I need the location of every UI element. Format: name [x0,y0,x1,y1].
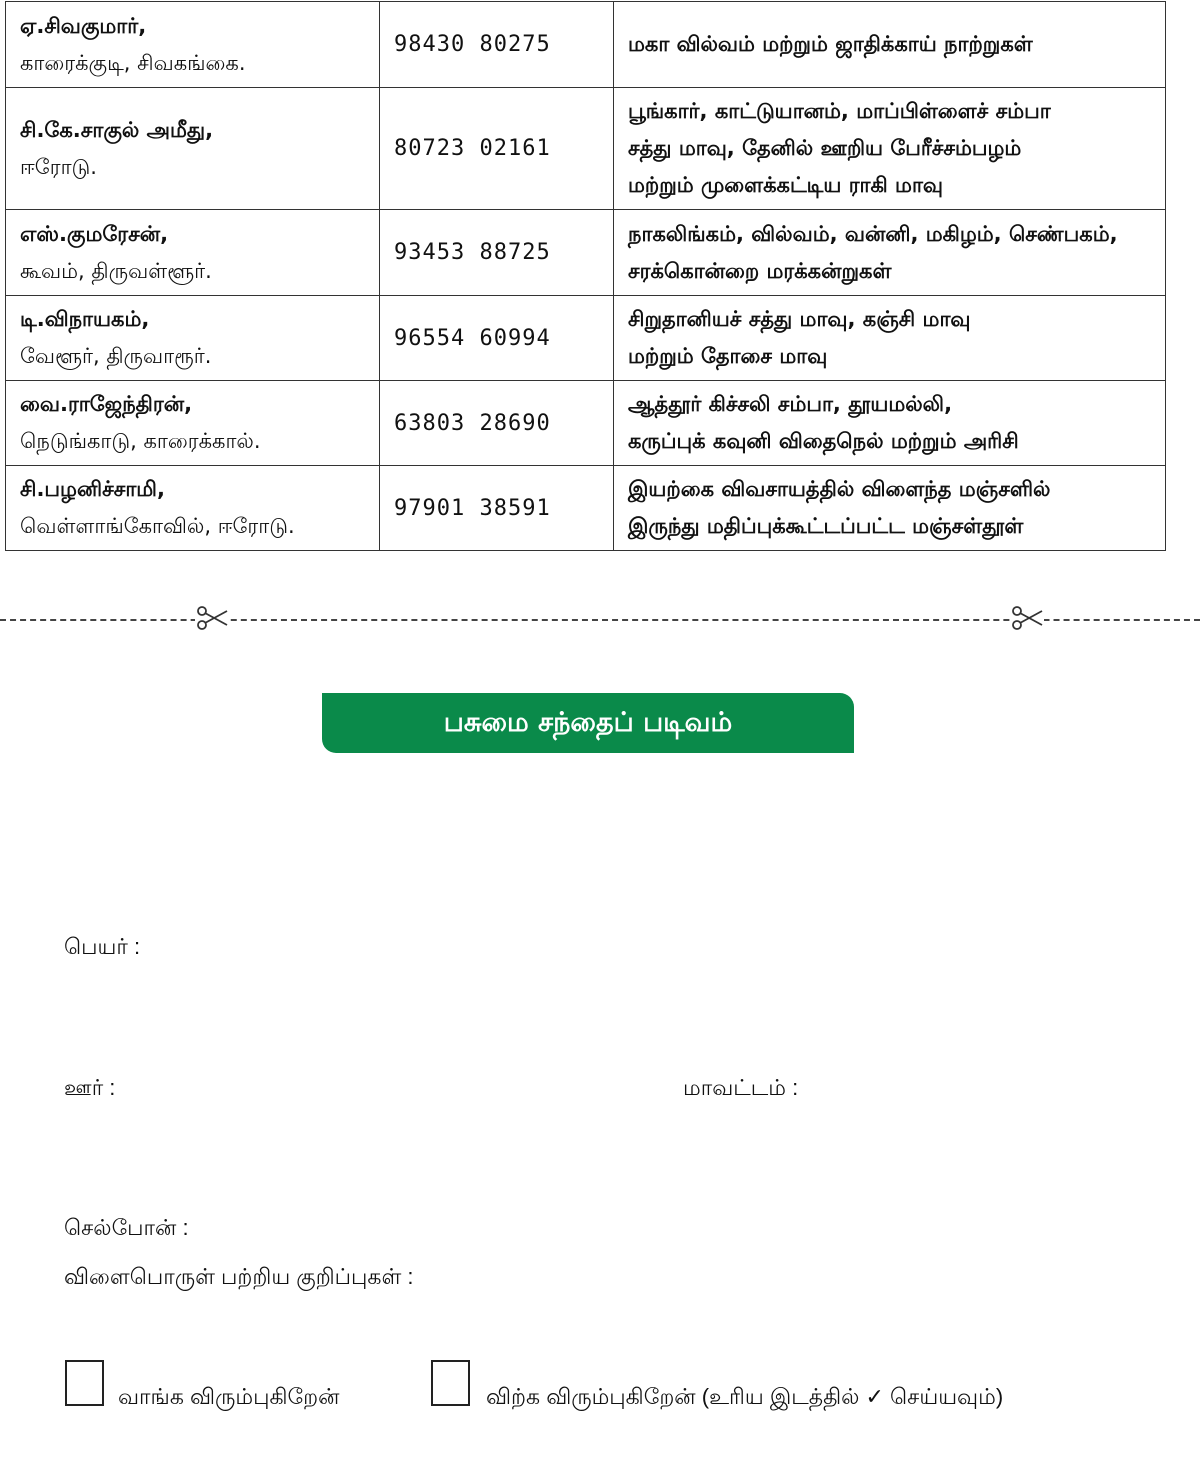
seller-name-cell [6,210,380,296]
village-label: ஊர் : [64,1075,116,1100]
scissors-icon [1010,603,1044,633]
table-row [6,381,1166,466]
seller-name-cell [6,88,380,210]
product-description-line: ஆத்தூர் கிச்சலி சம்பா, தூயமல்லி, [628,392,953,416]
product-description-line: இயற்கை விவசாயத்தில் விளைந்த மஞ்சளில் [628,477,1051,501]
seller-phone: 93453 88725 [380,210,614,296]
cellphone-label: செல்போன் : [64,1215,189,1240]
seller-phone: 96554 60994 [380,296,614,381]
seller-place: கூவம், திருவள்ளூர். [20,258,212,283]
seller-name-cell [6,381,380,466]
product-description-cell [614,296,1166,381]
buy-checkbox[interactable] [65,1360,104,1406]
product-notes-label: விளைபொருள் பற்றிய குறிப்புகள் : [64,1264,414,1289]
product-description-line: கருப்புக் கவுனி விதைநெல் மற்றும் அரிசி [628,429,1019,453]
seller-name: வை.ராஜேந்திரன், [20,392,193,416]
product-description-line: சத்து மாவு, தேனில் ஊறிய பேரீச்சம்பழம் [628,136,1022,160]
seller-place: நெடுங்காடு, காரைக்கால். [20,429,261,453]
product-description-line: மற்றும் முளைக்கட்டிய ராகி மாவு [628,173,944,197]
table-row [6,2,1166,88]
seller-phone: 80723 02161 [380,88,614,210]
table-row [6,88,1166,210]
seller-name: டி.விநாயகம், [20,307,150,331]
product-description-cell [614,381,1166,466]
seller-name: சி.கே.சாகுல் அமீது, [20,117,214,142]
seller-phone: 97901 38591 [380,466,614,551]
product-description-line: இருந்து மதிப்புக்கூட்டப்பட்ட மஞ்சள்தூள் [628,514,1024,538]
seller-place: வெள்ளாங்கோவில், ஈரோடு. [20,514,295,538]
seller-name-cell [6,2,380,88]
seller-name-cell [6,466,380,551]
buy-label: வாங்க விரும்புகிறேன் [118,1384,340,1409]
product-description-line: மற்றும் தோசை மாவு [628,344,828,368]
form-title-banner [322,693,854,753]
seller-phone: 63803 28690 [380,381,614,466]
table-row [6,466,1166,551]
product-description-line: பூங்கார், காட்டுயானம், மாப்பிள்ளைச் சம்பா [628,99,1051,123]
product-description-line: சரக்கொன்றை மரக்கன்றுகள் [628,258,892,283]
product-description-line: சிறுதானியச் சத்து மாவு, கஞ்சி மாவு [628,307,971,331]
product-description-cell [614,2,1166,88]
name-label: பெயர் : [64,934,141,959]
product-description-cell [614,466,1166,551]
form-title: பசுமை சந்தைப் படிவம் [443,707,733,738]
product-description-line: நாகலிங்கம், வில்வம், வன்னி, மகிழம், செண்பகம், [628,221,1118,246]
district-label: மாவட்டம் : [683,1075,799,1100]
seller-name: ஏ.சிவகுமார், [20,13,147,38]
table-row [6,296,1166,381]
sell-label: விற்க விரும்புகிறேன் (உரிய இடத்தில் ✓ செய்யவும்) [486,1384,1004,1409]
seller-listing-table [5,1,1166,551]
seller-phone: 98430 80275 [380,2,614,88]
seller-place: வேளூர், திருவாரூர். [20,344,212,368]
seller-name: சி.பழனிச்சாமி, [20,477,165,501]
product-description-cell [614,88,1166,210]
seller-name: எஸ்.குமரேசன், [20,221,169,246]
scissors-icon [195,603,229,633]
seller-name-cell [6,296,380,381]
table-row [6,210,1166,296]
seller-place: காரைக்குடி, சிவகங்கை. [20,50,246,75]
product-description-line: மகா வில்வம் மற்றும் ஜாதிக்காய் நாற்றுகள் [628,32,1033,56]
seller-place: ஈரோடு. [20,154,97,179]
sell-checkbox[interactable] [431,1360,470,1406]
product-description-cell [614,210,1166,296]
